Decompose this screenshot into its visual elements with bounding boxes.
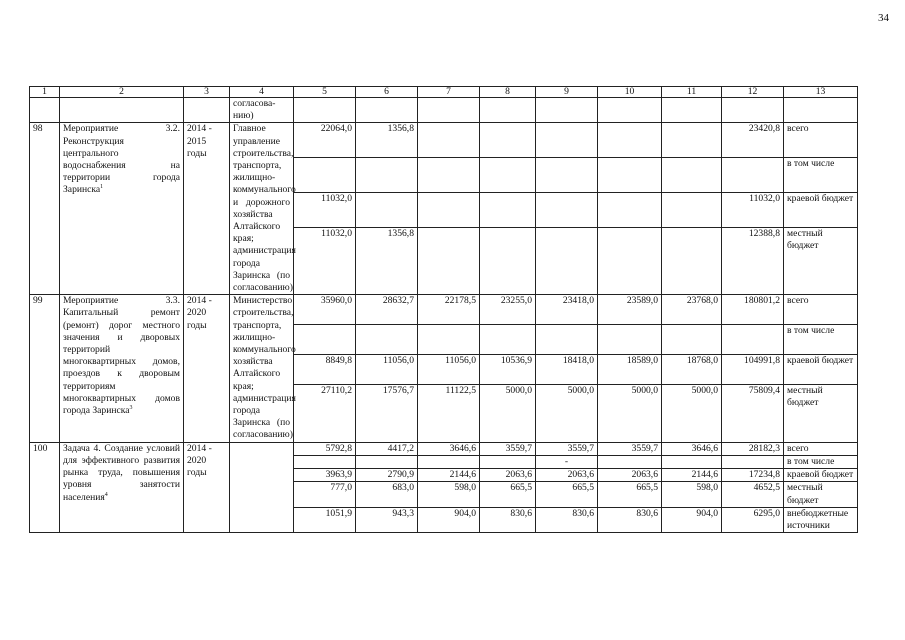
row-number: 100 xyxy=(30,442,60,532)
value-cell-col-11 xyxy=(662,325,722,355)
value-cell-col-5 xyxy=(294,158,356,193)
cell-continuation-8 xyxy=(480,98,536,123)
value-cell-col-12: 17234,8 xyxy=(722,469,784,482)
value-cell-col-5: 11032,0 xyxy=(294,193,356,228)
column-header-9: 9 xyxy=(536,87,598,98)
measure-name-text: Задача 4. Создание условий для эффективного развития рынка труда, повышения уровня занятости населения xyxy=(63,442,180,503)
value-cell-col-8: 665,5 xyxy=(480,482,536,507)
value-cell-col-6: 2790,9 xyxy=(356,469,418,482)
value-cell-col-12: 4652,5 xyxy=(722,482,784,507)
column-header-5: 5 xyxy=(294,87,356,98)
period: 2014 - 2015 годы xyxy=(184,123,230,295)
value-cell-col-7: 904,0 xyxy=(418,507,480,532)
value-cell-col-11: 2144,6 xyxy=(662,469,722,482)
value-cell-col-8 xyxy=(480,123,536,158)
funding-source: краевой бюджет xyxy=(784,355,858,385)
column-header-4: 4 xyxy=(230,87,294,98)
value-cell-col-7 xyxy=(418,123,480,158)
value-cell-col-10: 2063,6 xyxy=(598,469,662,482)
value-cell-col-6: 943,3 xyxy=(356,507,418,532)
value-cell-col-11 xyxy=(662,193,722,228)
value-cell-col-9 xyxy=(536,228,598,295)
footnote-mark: 1 xyxy=(100,184,104,191)
column-header-6: 6 xyxy=(356,87,418,98)
executor xyxy=(230,442,294,532)
value-cell-col-6 xyxy=(356,158,418,193)
program-table xyxy=(29,86,858,533)
executor: Главное управление строительства, транспорта, жилищно-коммунального и дорожного хозяйства Алтайского края; администрация города Заринска (по согласованию) xyxy=(230,123,294,295)
value-cell-col-5: 35960,0 xyxy=(294,295,356,325)
value-cell-col-10 xyxy=(598,455,662,468)
value-cell-col-5: 3963,9 xyxy=(294,469,356,482)
value-cell-col-9: 2063,6 xyxy=(536,469,598,482)
cell-continuation-5 xyxy=(294,98,356,123)
value-cell-col-11 xyxy=(662,158,722,193)
value-cell-col-11: 23768,0 xyxy=(662,295,722,325)
cell-continuation-7 xyxy=(418,98,480,123)
value-cell-col-6: 11056,0 xyxy=(356,355,418,385)
value-cell-col-11 xyxy=(662,123,722,158)
value-cell-col-8 xyxy=(480,455,536,468)
funding-source: краевой бюджет xyxy=(784,193,858,228)
value-cell-col-5: 22064,0 xyxy=(294,123,356,158)
footnote-mark: 4 xyxy=(104,491,108,498)
measure-name xyxy=(60,295,184,442)
value-cell-col-10: 18589,0 xyxy=(598,355,662,385)
executor: Министерство строительства, транспорта, жилищно-коммунального хозяйства Алтайского края; администрация города Заринска (по согласованию) xyxy=(230,295,294,442)
value-cell-col-12: 180801,2 xyxy=(722,295,784,325)
cell-continuation-9 xyxy=(536,98,598,123)
value-cell-col-10 xyxy=(598,325,662,355)
cell-continuation-13 xyxy=(784,98,858,123)
value-cell-col-10: 5000,0 xyxy=(598,385,662,443)
value-cell-col-9: 5000,0 xyxy=(536,385,598,443)
value-cell-col-5: 1051,9 xyxy=(294,507,356,532)
value-cell-col-7: 11122,5 xyxy=(418,385,480,443)
funding-source: всего xyxy=(784,295,858,325)
page-number: 34 xyxy=(878,12,889,24)
funding-source: в том числе xyxy=(784,455,858,468)
value-cell-col-11: 598,0 xyxy=(662,482,722,507)
value-cell-col-7 xyxy=(418,325,480,355)
value-cell-col-9: 23418,0 xyxy=(536,295,598,325)
funding-source: внебюджетные источники xyxy=(784,507,858,532)
measure-name-text: Мероприятие 3.3. Капитальный ремонт (ремонт) дорог местного значения и дворовых территорий многоквартирных домов, проездов к дворовым территориям многоквартирных домов города Заринска xyxy=(63,295,180,417)
value-cell-col-12: 75809,4 xyxy=(722,385,784,443)
value-cell-col-12: 23420,8 xyxy=(722,123,784,158)
value-cell-col-6: 17576,7 xyxy=(356,385,418,443)
value-cell-col-11: 5000,0 xyxy=(662,385,722,443)
value-cell-col-11: 18768,0 xyxy=(662,355,722,385)
value-cell-col-7 xyxy=(418,228,480,295)
value-cell-col-7 xyxy=(418,193,480,228)
value-cell-col-11: 904,0 xyxy=(662,507,722,532)
column-header-2: 2 xyxy=(60,87,184,98)
value-cell-col-10: 23589,0 xyxy=(598,295,662,325)
value-cell-col-11 xyxy=(662,228,722,295)
funding-source: местный бюджет xyxy=(784,228,858,295)
value-cell-col-6: 28632,7 xyxy=(356,295,418,325)
value-cell-col-9: 18418,0 xyxy=(536,355,598,385)
column-header-13: 13 xyxy=(784,87,858,98)
funding-source: местный бюджет xyxy=(784,385,858,443)
value-cell-col-10: 665,5 xyxy=(598,482,662,507)
table-row xyxy=(30,442,858,455)
cell-continuation-1 xyxy=(30,98,60,123)
value-cell-col-6 xyxy=(356,455,418,468)
column-header-1: 1 xyxy=(30,87,60,98)
value-cell-col-9 xyxy=(536,158,598,193)
funding-source: всего xyxy=(784,123,858,158)
value-cell-col-10: 830,6 xyxy=(598,507,662,532)
cell-continuation-6 xyxy=(356,98,418,123)
value-cell-col-7: 3646,6 xyxy=(418,442,480,455)
column-header-3: 3 xyxy=(184,87,230,98)
cell-continuation-2 xyxy=(60,98,184,123)
value-cell-col-5: 8849,8 xyxy=(294,355,356,385)
cell-continuation-4: согласова- нию) xyxy=(230,98,294,123)
value-cell-col-6: 683,0 xyxy=(356,482,418,507)
value-cell-col-12: 6295,0 xyxy=(722,507,784,532)
value-cell-col-9: 830,6 xyxy=(536,507,598,532)
value-cell-col-5: 5792,8 xyxy=(294,442,356,455)
value-cell-col-5: 27110,2 xyxy=(294,385,356,443)
value-cell-col-6 xyxy=(356,325,418,355)
value-cell-col-7: 2144,6 xyxy=(418,469,480,482)
value-cell-col-9 xyxy=(536,193,598,228)
value-cell-col-12: 104991,8 xyxy=(722,355,784,385)
value-cell-col-8 xyxy=(480,228,536,295)
value-cell-col-6: 1356,8 xyxy=(356,228,418,295)
value-cell-col-8: 10536,9 xyxy=(480,355,536,385)
table-body xyxy=(30,87,858,533)
cell-continuation-11 xyxy=(662,98,722,123)
row-number: 98 xyxy=(30,123,60,295)
period: 2014 - 2020 годы xyxy=(184,295,230,442)
value-cell-col-11 xyxy=(662,455,722,468)
value-cell-col-8 xyxy=(480,193,536,228)
column-header-8: 8 xyxy=(480,87,536,98)
cell-continuation-3 xyxy=(184,98,230,123)
value-cell-col-10: 3559,7 xyxy=(598,442,662,455)
value-cell-col-5: 11032,0 xyxy=(294,228,356,295)
value-cell-col-8: 2063,6 xyxy=(480,469,536,482)
value-cell-col-12 xyxy=(722,455,784,468)
measure-name xyxy=(60,123,184,295)
table-row xyxy=(30,123,858,158)
value-cell-col-8: 23255,0 xyxy=(480,295,536,325)
value-cell-col-12: 12388,8 xyxy=(722,228,784,295)
column-header-11: 11 xyxy=(662,87,722,98)
value-cell-col-7 xyxy=(418,158,480,193)
header-row xyxy=(30,87,858,98)
value-cell-col-9: 3559,7 xyxy=(536,442,598,455)
value-cell-col-8 xyxy=(480,158,536,193)
funding-source: в том числе xyxy=(784,325,858,355)
value-cell-col-12 xyxy=(722,325,784,355)
value-cell-col-6: 4417,2 xyxy=(356,442,418,455)
value-cell-col-9 xyxy=(536,123,598,158)
value-cell-col-6: 1356,8 xyxy=(356,123,418,158)
value-cell-col-5 xyxy=(294,455,356,468)
column-header-10: 10 xyxy=(598,87,662,98)
value-cell-col-12: 11032,0 xyxy=(722,193,784,228)
column-header-12: 12 xyxy=(722,87,784,98)
period: 2014 - 2020 годы xyxy=(184,442,230,532)
footnote-mark: 3 xyxy=(129,404,133,411)
value-cell-col-9 xyxy=(536,325,598,355)
value-cell-col-10 xyxy=(598,158,662,193)
value-cell-col-9: 665,5 xyxy=(536,482,598,507)
funding-source: в том числе xyxy=(784,158,858,193)
row-number: 99 xyxy=(30,295,60,442)
value-cell-col-10 xyxy=(598,193,662,228)
measure-name xyxy=(60,442,184,532)
value-cell-col-10 xyxy=(598,228,662,295)
value-cell-col-10 xyxy=(598,123,662,158)
value-cell-col-6 xyxy=(356,193,418,228)
value-cell-col-12 xyxy=(722,158,784,193)
value-cell-col-8: 3559,7 xyxy=(480,442,536,455)
funding-source: всего xyxy=(784,442,858,455)
value-cell-col-8 xyxy=(480,325,536,355)
measure-name-text: Мероприятие 3.2. Реконструкция центрального водоснабжения на территории города Заринска xyxy=(63,123,180,196)
value-cell-col-8: 5000,0 xyxy=(480,385,536,443)
value-cell-col-12: 28182,3 xyxy=(722,442,784,455)
cell-continuation-10 xyxy=(598,98,662,123)
cell-continuation-12 xyxy=(722,98,784,123)
value-cell-col-7: 22178,5 xyxy=(418,295,480,325)
value-cell-col-9: - xyxy=(536,455,598,468)
column-header-7: 7 xyxy=(418,87,480,98)
value-cell-col-8: 830,6 xyxy=(480,507,536,532)
value-cell-col-7: 598,0 xyxy=(418,482,480,507)
table-row xyxy=(30,295,858,325)
value-cell-col-11: 3646,6 xyxy=(662,442,722,455)
value-cell-col-7 xyxy=(418,455,480,468)
value-cell-col-7: 11056,0 xyxy=(418,355,480,385)
funding-source: местный бюджет xyxy=(784,482,858,507)
value-cell-col-5 xyxy=(294,325,356,355)
funding-source: краевой бюджет xyxy=(784,469,858,482)
continuation-row xyxy=(30,98,858,123)
value-cell-col-5: 777,0 xyxy=(294,482,356,507)
